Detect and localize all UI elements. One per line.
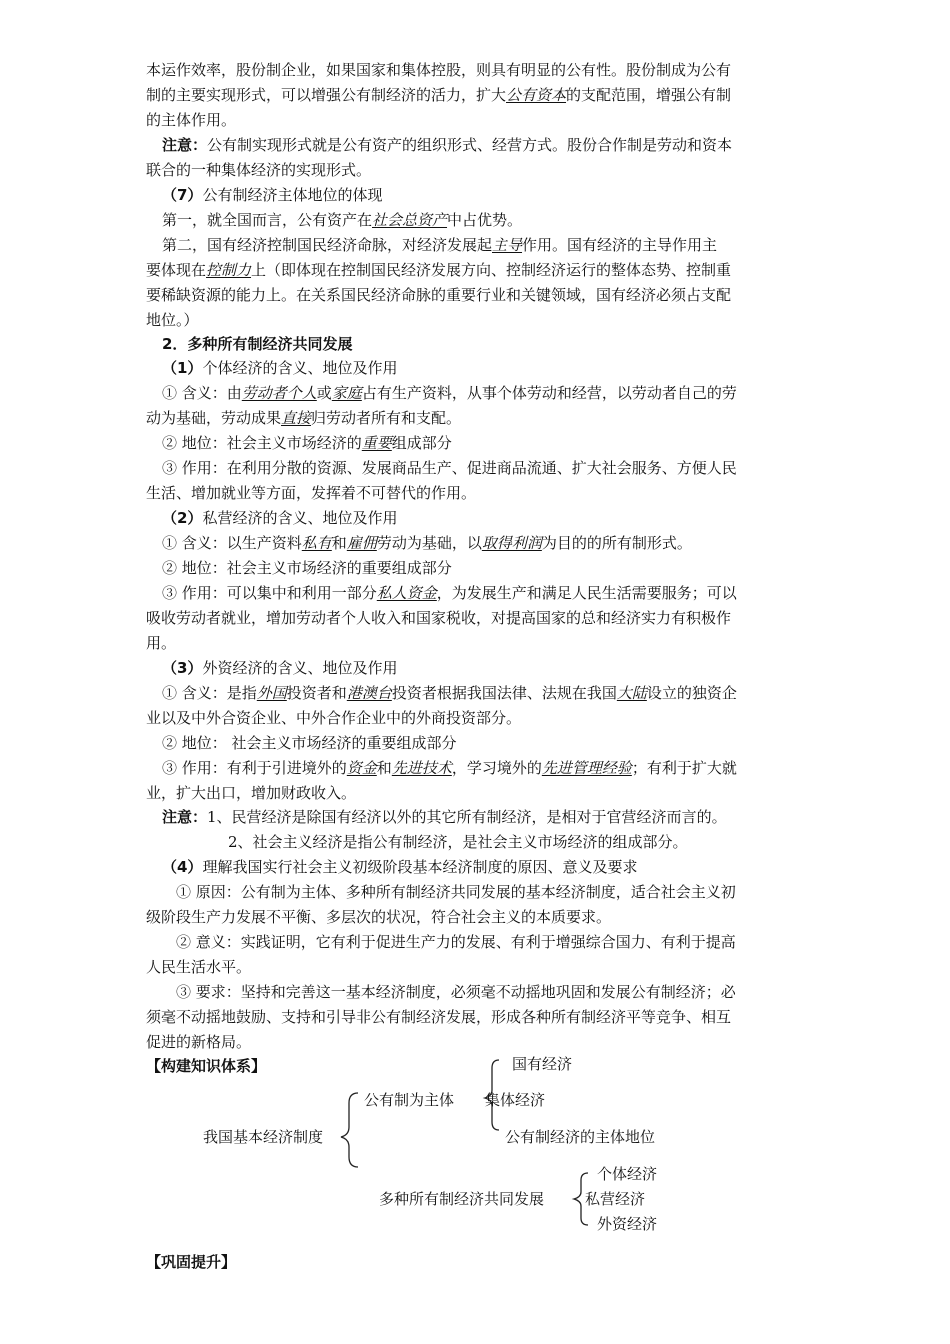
section-number: （2） bbox=[162, 509, 203, 527]
diagram-private-node: 私营经济 bbox=[585, 1190, 646, 1208]
diagram-individual-node: 个体经济 bbox=[597, 1165, 658, 1183]
text: ，学习境外的 bbox=[451, 759, 542, 777]
diagram-multi-node: 多种所有制经济共同发展 bbox=[379, 1190, 545, 1208]
underlined-keyword: 私有 bbox=[301, 534, 332, 552]
section-number: （1） bbox=[162, 359, 203, 377]
text: ② 地位：社会主义市场经济的重要组成部分 bbox=[162, 559, 452, 577]
text: 投资者根据我国法律、法规在我国 bbox=[391, 684, 617, 702]
text: 上（即体现在控制国民经济发展方向、控制经济运行的整体态势、控制重 bbox=[251, 261, 732, 279]
underlined-keyword: 重要 bbox=[361, 434, 392, 452]
text: 制的主要实现形式，可以增强公有制经济的活力，扩大 bbox=[146, 86, 507, 104]
section-number: （4） bbox=[162, 858, 203, 876]
diagram-public-node: 公有制为主体 bbox=[364, 1091, 455, 1109]
text: 人民生活水平。 bbox=[146, 958, 252, 976]
text: 的主体作用。 bbox=[146, 111, 237, 129]
text: ③ 要求：坚持和完善这一基本经济制度，必须毫不动摇地巩固和发展公有制经济；必 bbox=[176, 983, 736, 1001]
text: 归劳动者所有和支配。 bbox=[311, 409, 462, 427]
text: ③ 作用：可以集中和利用一部分 bbox=[162, 584, 377, 602]
main-heading: 2．多种所有制经济共同发展 bbox=[162, 335, 353, 353]
section-number: （7） bbox=[162, 186, 203, 204]
section-number: （3） bbox=[162, 659, 203, 677]
text: 用。 bbox=[146, 634, 177, 652]
text: 业以及中外合资企业、中外合作企业中的外商投资部分。 bbox=[146, 709, 522, 727]
text: 第一，就全国而言，公有资产在 bbox=[162, 211, 373, 229]
underlined-keyword: 社会总资产 bbox=[372, 211, 448, 229]
text: 劳动为基础，以 bbox=[376, 534, 482, 552]
underlined-keyword: 直接 bbox=[281, 409, 312, 427]
text: 业，扩大出口，增加财政收入。 bbox=[146, 784, 357, 802]
underlined-keyword: 取得利润 bbox=[481, 534, 542, 552]
text: 吸收劳动者就业，增加劳动者个人收入和国家税收，对提高国家的总和经济实力有积极作 bbox=[146, 609, 732, 627]
text: 促进的新格局。 bbox=[146, 1033, 252, 1051]
text: 为目的的所有制形式。 bbox=[541, 534, 692, 552]
text: 公有制实现形式就是公有资产的组织形式、经营方式。股份合作制是劳动和资本 bbox=[207, 136, 733, 154]
text: ① 含义：以生产资料 bbox=[162, 534, 302, 552]
text: 要体现在 bbox=[146, 261, 207, 279]
underlined-keyword: 控制力 bbox=[206, 261, 252, 279]
section-title: 理解我国实行社会主义初级阶段基本经济制度的原因、意义及要求 bbox=[202, 858, 638, 876]
underlined-keyword: 先进技术 bbox=[391, 759, 452, 777]
text: 和 bbox=[376, 759, 392, 777]
text: 要稀缺资源的能力上。在关系国民经济命脉的重要行业和关键领域，国有经济必须占支配 bbox=[146, 286, 732, 304]
consolidation-heading: 【巩固提升】 bbox=[146, 1253, 237, 1271]
text: 级阶段生产力发展不平衡、多层次的状况，符合社会主义的本质要求。 bbox=[146, 908, 612, 926]
section-title: 外资经济的含义、地位及作用 bbox=[202, 659, 398, 677]
text: ② 地位：社会主义市场经济的 bbox=[162, 434, 362, 452]
section-title: 私营经济的含义、地位及作用 bbox=[202, 509, 398, 527]
diagram-dominant-node: 公有制经济的主体地位 bbox=[505, 1128, 656, 1146]
text: ① 含义：是指 bbox=[162, 684, 257, 702]
text: ，为发展生产和满足人民生活需要服务；可以 bbox=[436, 584, 737, 602]
text: ；有利于扩大就 bbox=[631, 759, 737, 777]
text: 和 bbox=[331, 534, 347, 552]
underlined-keyword: 外国 bbox=[256, 684, 287, 702]
text: ① 原因：公有制为主体、多种所有制经济共同发展的基本经济制度，适合社会主义初 bbox=[176, 883, 736, 901]
diagram-state-node: 国有经济 bbox=[512, 1055, 573, 1073]
text: ③ 作用：有利于引进境外的 bbox=[162, 759, 347, 777]
root-brace bbox=[341, 1093, 358, 1167]
section-title: 个体经济的含义、地位及作用 bbox=[202, 359, 398, 377]
underlined-keyword: 港澳台 bbox=[346, 684, 392, 702]
diagram-root: 我国基本经济制度 bbox=[203, 1128, 324, 1146]
text: 联合的一种集体经济的实现形式。 bbox=[146, 161, 372, 179]
underlined-keyword: 公有资本 bbox=[506, 86, 567, 104]
underlined-keyword: 雇佣 bbox=[346, 534, 377, 552]
text: 设立的独资企 bbox=[646, 684, 737, 702]
text: 地位。） bbox=[146, 311, 199, 329]
diagram-collective-node: 集体经济 bbox=[485, 1091, 546, 1109]
text: ② 意义：实践证明，它有利于促进生产力的发展、有利于增强综合国力、有利于提高 bbox=[176, 933, 736, 951]
text: 动为基础，劳动成果 bbox=[146, 409, 282, 427]
text: ② 地位： 社会主义市场经济的重要组成部分 bbox=[162, 734, 457, 752]
text: 生活、增加就业等方面，发挥着不可替代的作用。 bbox=[146, 484, 477, 502]
text: 的支配范围，增强公有制 bbox=[566, 86, 732, 104]
text: 作用。国有经济的主导作用主 bbox=[522, 236, 718, 254]
text: 须毫不动摇地鼓励、支持和引导非公有制经济发展，形成各种所有制经济平等竞争、相互 bbox=[146, 1008, 732, 1026]
text: 或 bbox=[316, 384, 332, 402]
diagram-foreign-node: 外资经济 bbox=[597, 1215, 658, 1233]
text: 组成部分 bbox=[391, 434, 452, 452]
note-label: 注意： bbox=[162, 808, 208, 826]
underlined-keyword: 先进管理经验 bbox=[541, 759, 632, 777]
text: 中占优势。 bbox=[447, 211, 523, 229]
underlined-keyword: 劳动者个人 bbox=[241, 384, 317, 402]
note-label: 注意： bbox=[162, 136, 208, 154]
underlined-keyword: 私人资金 bbox=[376, 584, 437, 602]
underlined-keyword: 大陆 bbox=[616, 684, 647, 702]
underlined-keyword: 资金 bbox=[346, 759, 377, 777]
knowledge-system-heading: 【构建知识体系】 bbox=[146, 1057, 267, 1075]
text: ③ 作用：在利用分散的资源、发展商品生产、促进商品流通、扩大社会服务、方便人民 bbox=[162, 459, 737, 477]
text: 投资者和 bbox=[286, 684, 347, 702]
text: 本运作效率，股份制企业，如果国家和集体控股，则具有明显的公有性。股份制成为公有 bbox=[146, 61, 732, 79]
text: 2、社会主义经济是指公有制经济，是社会主义市场经济的组成部分。 bbox=[228, 833, 688, 851]
section-title: 公有制经济主体地位的体现 bbox=[202, 186, 383, 204]
text: ① 含义：由 bbox=[162, 384, 242, 402]
text: 1、民营经济是除国有经济以外的其它所有制经济，是相对于官营经济而言的。 bbox=[207, 808, 727, 826]
text: 第二，国有经济控制国民经济命脉，对经济发展起 bbox=[162, 236, 493, 254]
text: 占有生产资料，从事个体劳动和经营，以劳动者自己的劳 bbox=[361, 384, 737, 402]
underlined-keyword: 家庭 bbox=[331, 384, 362, 402]
underlined-keyword: 主导 bbox=[492, 236, 523, 254]
